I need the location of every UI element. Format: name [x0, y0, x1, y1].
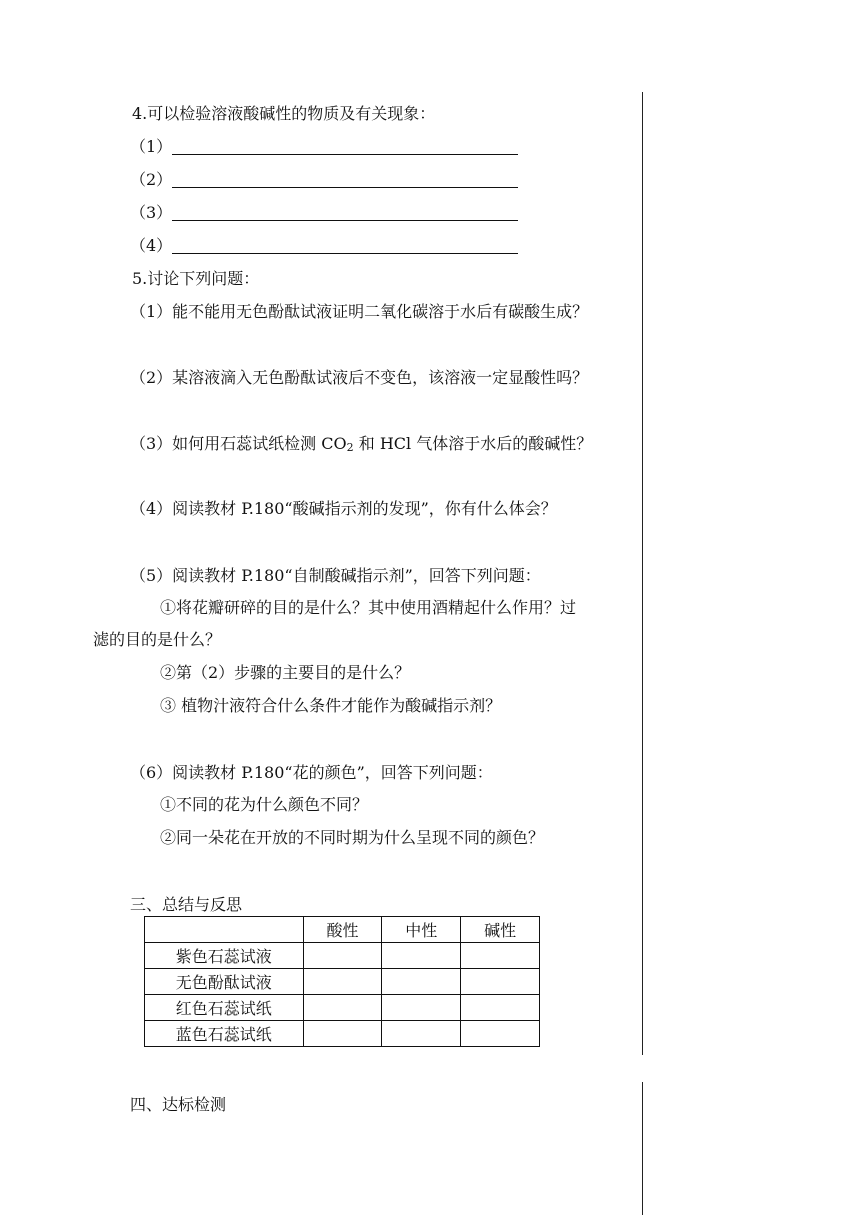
table-header-cell: [145, 917, 304, 943]
q4-item-1-answer-line[interactable]: [172, 154, 518, 155]
q5-part-6: （6）阅读教材 P.180“花的颜色”，回答下列问题：: [130, 763, 493, 782]
table-cell[interactable]: [461, 969, 540, 995]
table-cell[interactable]: [303, 1021, 382, 1047]
margin-rule-lower: [642, 1082, 643, 1215]
q5-part-5-sub-3: ③ 植物汁液符合什么条件才能作为酸碱指示剂？: [160, 696, 502, 715]
table-cell[interactable]: [382, 969, 461, 995]
q4-item-1-label: （1）: [130, 137, 173, 156]
table-row: [145, 969, 540, 995]
section4-title: 四、达标检测: [130, 1095, 227, 1114]
table-header-cell: 中性: [382, 917, 461, 943]
q4-item-3-answer-line[interactable]: [172, 220, 518, 221]
table-cell[interactable]: [303, 995, 382, 1021]
section3-title: 三、总结与反思: [130, 895, 243, 914]
table-row: [145, 995, 540, 1021]
row-label: 红色石蕊试纸: [145, 995, 304, 1021]
q5-part-5-sub-1a: ①将花瓣研碎的目的是什么？其中使用酒精起什么作用？过: [160, 598, 577, 617]
q5-part-6-sub-2: ②同一朵花在开放的不同时期为什么呈现不同的颜色？: [160, 828, 545, 847]
summary-table: [144, 916, 540, 1047]
q5-part-6-sub-1: ①不同的花为什么颜色不同？: [160, 795, 369, 814]
row-label: 蓝色石蕊试纸: [145, 1021, 304, 1047]
table-cell[interactable]: [382, 1021, 461, 1047]
table-header-cell: 碱性: [461, 917, 540, 943]
table-cell[interactable]: [303, 969, 382, 995]
subscript-2: 2: [346, 441, 354, 454]
q5-part-3: （3）如何用石蕊试纸检测 $CO_2$ 和 HCl 气体溶于水后的酸碱性？: [130, 434, 593, 454]
table-header-cell: 酸性: [303, 917, 382, 943]
table-cell[interactable]: [461, 1021, 540, 1047]
q5-title: 5.讨论下列问题：: [132, 269, 260, 288]
q5-part-5: （5）阅读教材 P.180“自制酸碱指示剂”，回答下列问题：: [130, 566, 541, 585]
table-cell[interactable]: [382, 943, 461, 969]
row-label: 无色酚酞试液: [145, 969, 304, 995]
q5-part-5-sub-2: ②第（2）步骤的主要目的是什么？: [160, 663, 411, 682]
q5-part-5-sub-1b: 滤的目的是什么？: [93, 630, 222, 649]
table-row: [145, 1021, 540, 1047]
table-cell[interactable]: [382, 995, 461, 1021]
table-cell[interactable]: [461, 943, 540, 969]
q5-part-4: （4）阅读教材 P.180“酸碱指示剂的发现”，你有什么体会？: [130, 499, 557, 518]
q4-item-3-label: （3）: [130, 203, 173, 222]
q5-part-2: （2）某溶液滴入无色酚酞试液后不变色，该溶液一定显酸性吗？: [130, 368, 589, 387]
table-cell[interactable]: [461, 995, 540, 1021]
q5-part-1: （1）能不能用无色酚酞试液证明二氧化碳溶于水后有碳酸生成？: [130, 302, 589, 321]
q4-item-2-label: （2）: [130, 170, 173, 189]
row-label: 紫色石蕊试液: [145, 943, 304, 969]
table-header-row: [145, 917, 540, 943]
table-cell[interactable]: [303, 943, 382, 969]
margin-rule-upper: [642, 92, 643, 1055]
table-row: [145, 943, 540, 969]
q4-title: 4.可以检验溶液酸碱性的物质及有关现象：: [132, 104, 436, 123]
q4-item-4-label: （4）: [130, 236, 173, 255]
q4-item-2-answer-line[interactable]: [172, 187, 518, 188]
q4-item-4-answer-line[interactable]: [172, 253, 518, 254]
